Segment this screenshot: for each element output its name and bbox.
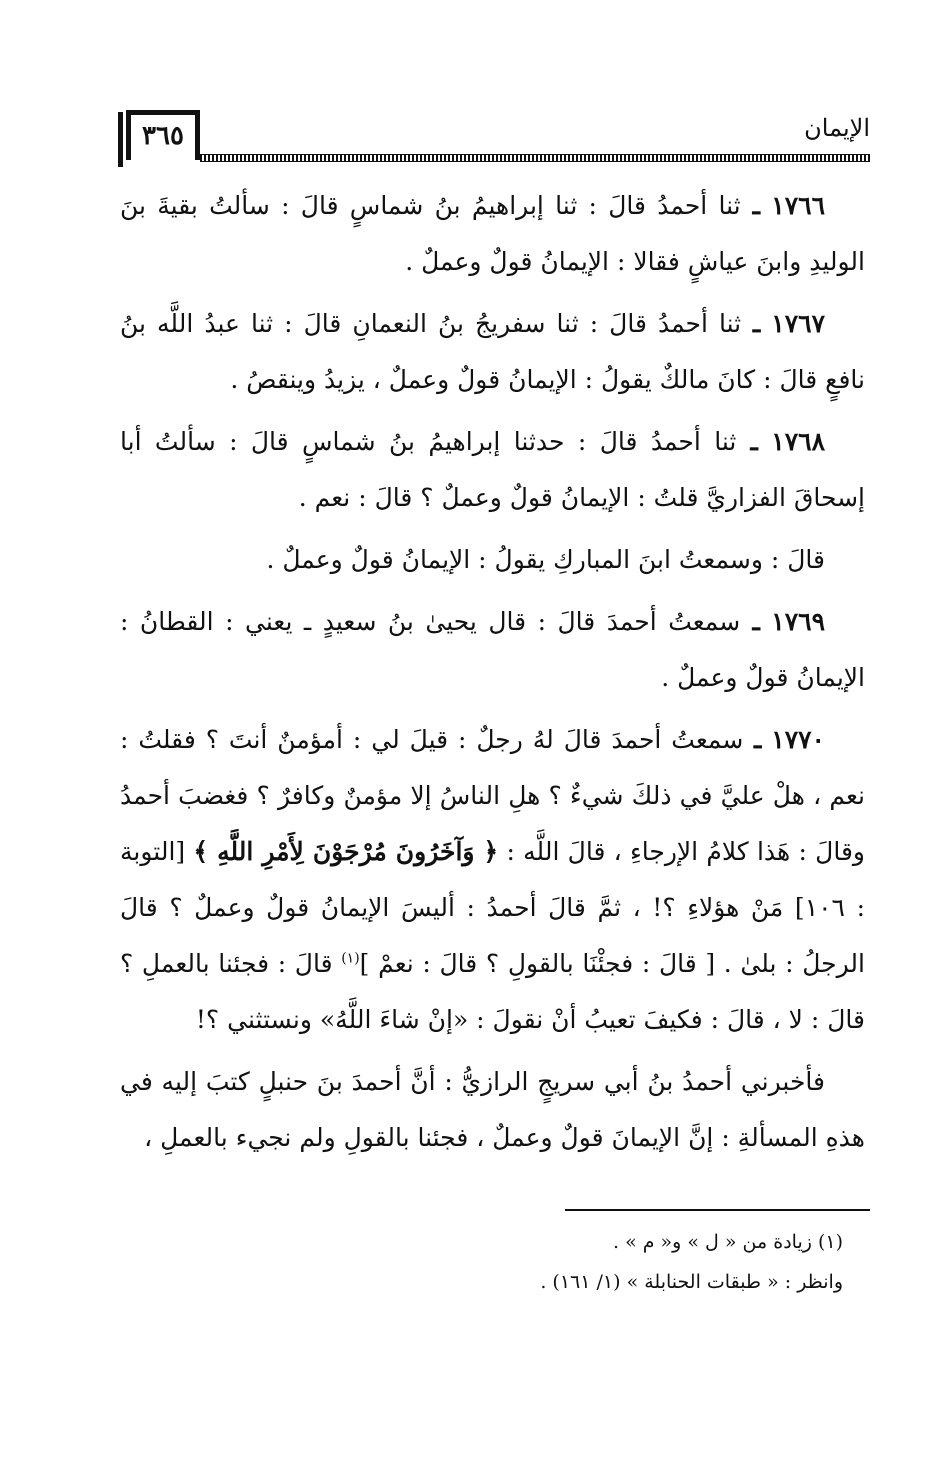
entry-number: ١٧٦٧ <box>771 309 825 338</box>
quran-verse: ﴿ وَآخَرُونَ مُرْجَوْنَ لِأَمْرِ اللَّهِ ﴾ <box>193 837 499 866</box>
footnote-separator <box>565 1209 870 1211</box>
footnote-1: (١) زيادة من « ل » و« م » . <box>613 1231 843 1253</box>
entry-text: ثنا أحمدُ قالَ : ثنا سفريجُ بنُ النعمانِ قالَ : ثنا عبدُ اللَّه بنُ نافعٍ قالَ : كانَ مالكٌ يقولُ : الإيمانُ قولٌ وعملٌ ، يزيدُ وينقصُ . <box>120 309 865 394</box>
entry-1768-continuation <box>120 532 865 588</box>
entry-1768 <box>120 414 865 526</box>
entry-1769 <box>120 594 865 706</box>
footnote-marker: (١) <box>341 950 360 967</box>
entry-dash: ـ <box>741 309 761 338</box>
entry-text: ثنا أحمدُ قالَ : ثنا إبراهيمُ بنُ شماسٍ قالَ : سألتُ بقيةَ بنَ الوليدِ وابنَ عياشٍ فقالا : الإيمانُ قولٌ وعملٌ . <box>120 191 865 276</box>
entry-text-a: سمعتُ أحمدَ قالَ لهُ رجلٌ : قيلَ لي : أمؤمنٌ أنتَ ؟ فقلتُ : نعم ، هلْ عليَّ في ذلكَ شيءٌ ؟ هلِ الناسُ إلا مؤمنٌ وكافرٌ ؟ فغضبَ أحمدُ وقالَ : هَذا كلامُ الإرجاءِ ، قالَ اللَّه : <box>120 725 865 866</box>
entry-1770-continuation <box>120 1054 865 1166</box>
page-header <box>118 100 870 170</box>
page-number: ٣٦٥ <box>126 110 200 160</box>
entry-number: ١٧٦٨ <box>771 427 826 456</box>
entry-dash: ـ <box>740 191 760 220</box>
entry-text-c: قالَ : فجئنا بالعملِ ؟ قالَ : لا ، قالَ : فكيفَ تعيبُ أنْ نقولَ : «إنْ شاءَ اللَّهُ» ونستثني ؟! <box>120 949 865 1034</box>
entry-number: ١٧٦٦ <box>771 191 825 220</box>
footnote-2: وانظر : « طبقات الحنابلة » (١/ ١٦١) . <box>540 1271 843 1293</box>
header-ornamental-rule <box>200 154 870 162</box>
entry-number: ١٧٦٩ <box>771 607 825 636</box>
running-title: الإيمان <box>804 114 870 142</box>
entry-text-b: [التوبة : ١٠٦] مَنْ هؤلاءِ ؟! ، ثمَّ قالَ أحمدُ : أليسَ الإيمانُ قولٌ وعملٌ ؟ قالَ الرجلُ : بلىٰ . [ قالَ : فجئْنَا بالقولِ ؟ قالَ : نعمْ ] <box>120 837 865 978</box>
entry-dash: ـ <box>740 607 760 636</box>
entry-dash: ـ <box>743 725 762 754</box>
entry-text: ثنا أحمدُ قالَ : حدثنا إبراهيمُ بنُ شماسٍ قالَ : سألتُ أبا إسحاقَ الفزاريَّ قلتُ : الإيمانُ قولٌ وعملٌ ؟ قالَ : نعم . <box>120 427 865 512</box>
entry-1767 <box>120 296 865 408</box>
entry-text: فأخبرني أحمدُ بنُ أبي سريجٍ الرازيُّ : أنَّ أحمدَ بنَ حنبلٍ كتبَ إليه في هذهِ المسألةِ : إنَّ الإيمانَ قولٌ وعملٌ ، فجئنا بالقولِ ولم نجيء بالعملِ ، <box>120 1067 865 1152</box>
entry-text: قالَ : وسمعتُ ابنَ المباركِ يقولُ : الإيمانُ قولٌ وعملٌ . <box>266 545 825 574</box>
main-text <box>120 178 865 1172</box>
entry-text: سمعتُ أحمدَ قالَ : قال يحيىٰ بنُ سعيدٍ ـ يعني : القطانُ : الإيمانُ قولٌ وعملٌ . <box>120 607 865 692</box>
entry-dash: ـ <box>736 427 758 456</box>
entry-1770 <box>120 712 865 1048</box>
footnotes <box>143 1222 843 1302</box>
entry-number: ١٧٧٠ <box>771 725 825 754</box>
entry-1766 <box>120 178 865 290</box>
